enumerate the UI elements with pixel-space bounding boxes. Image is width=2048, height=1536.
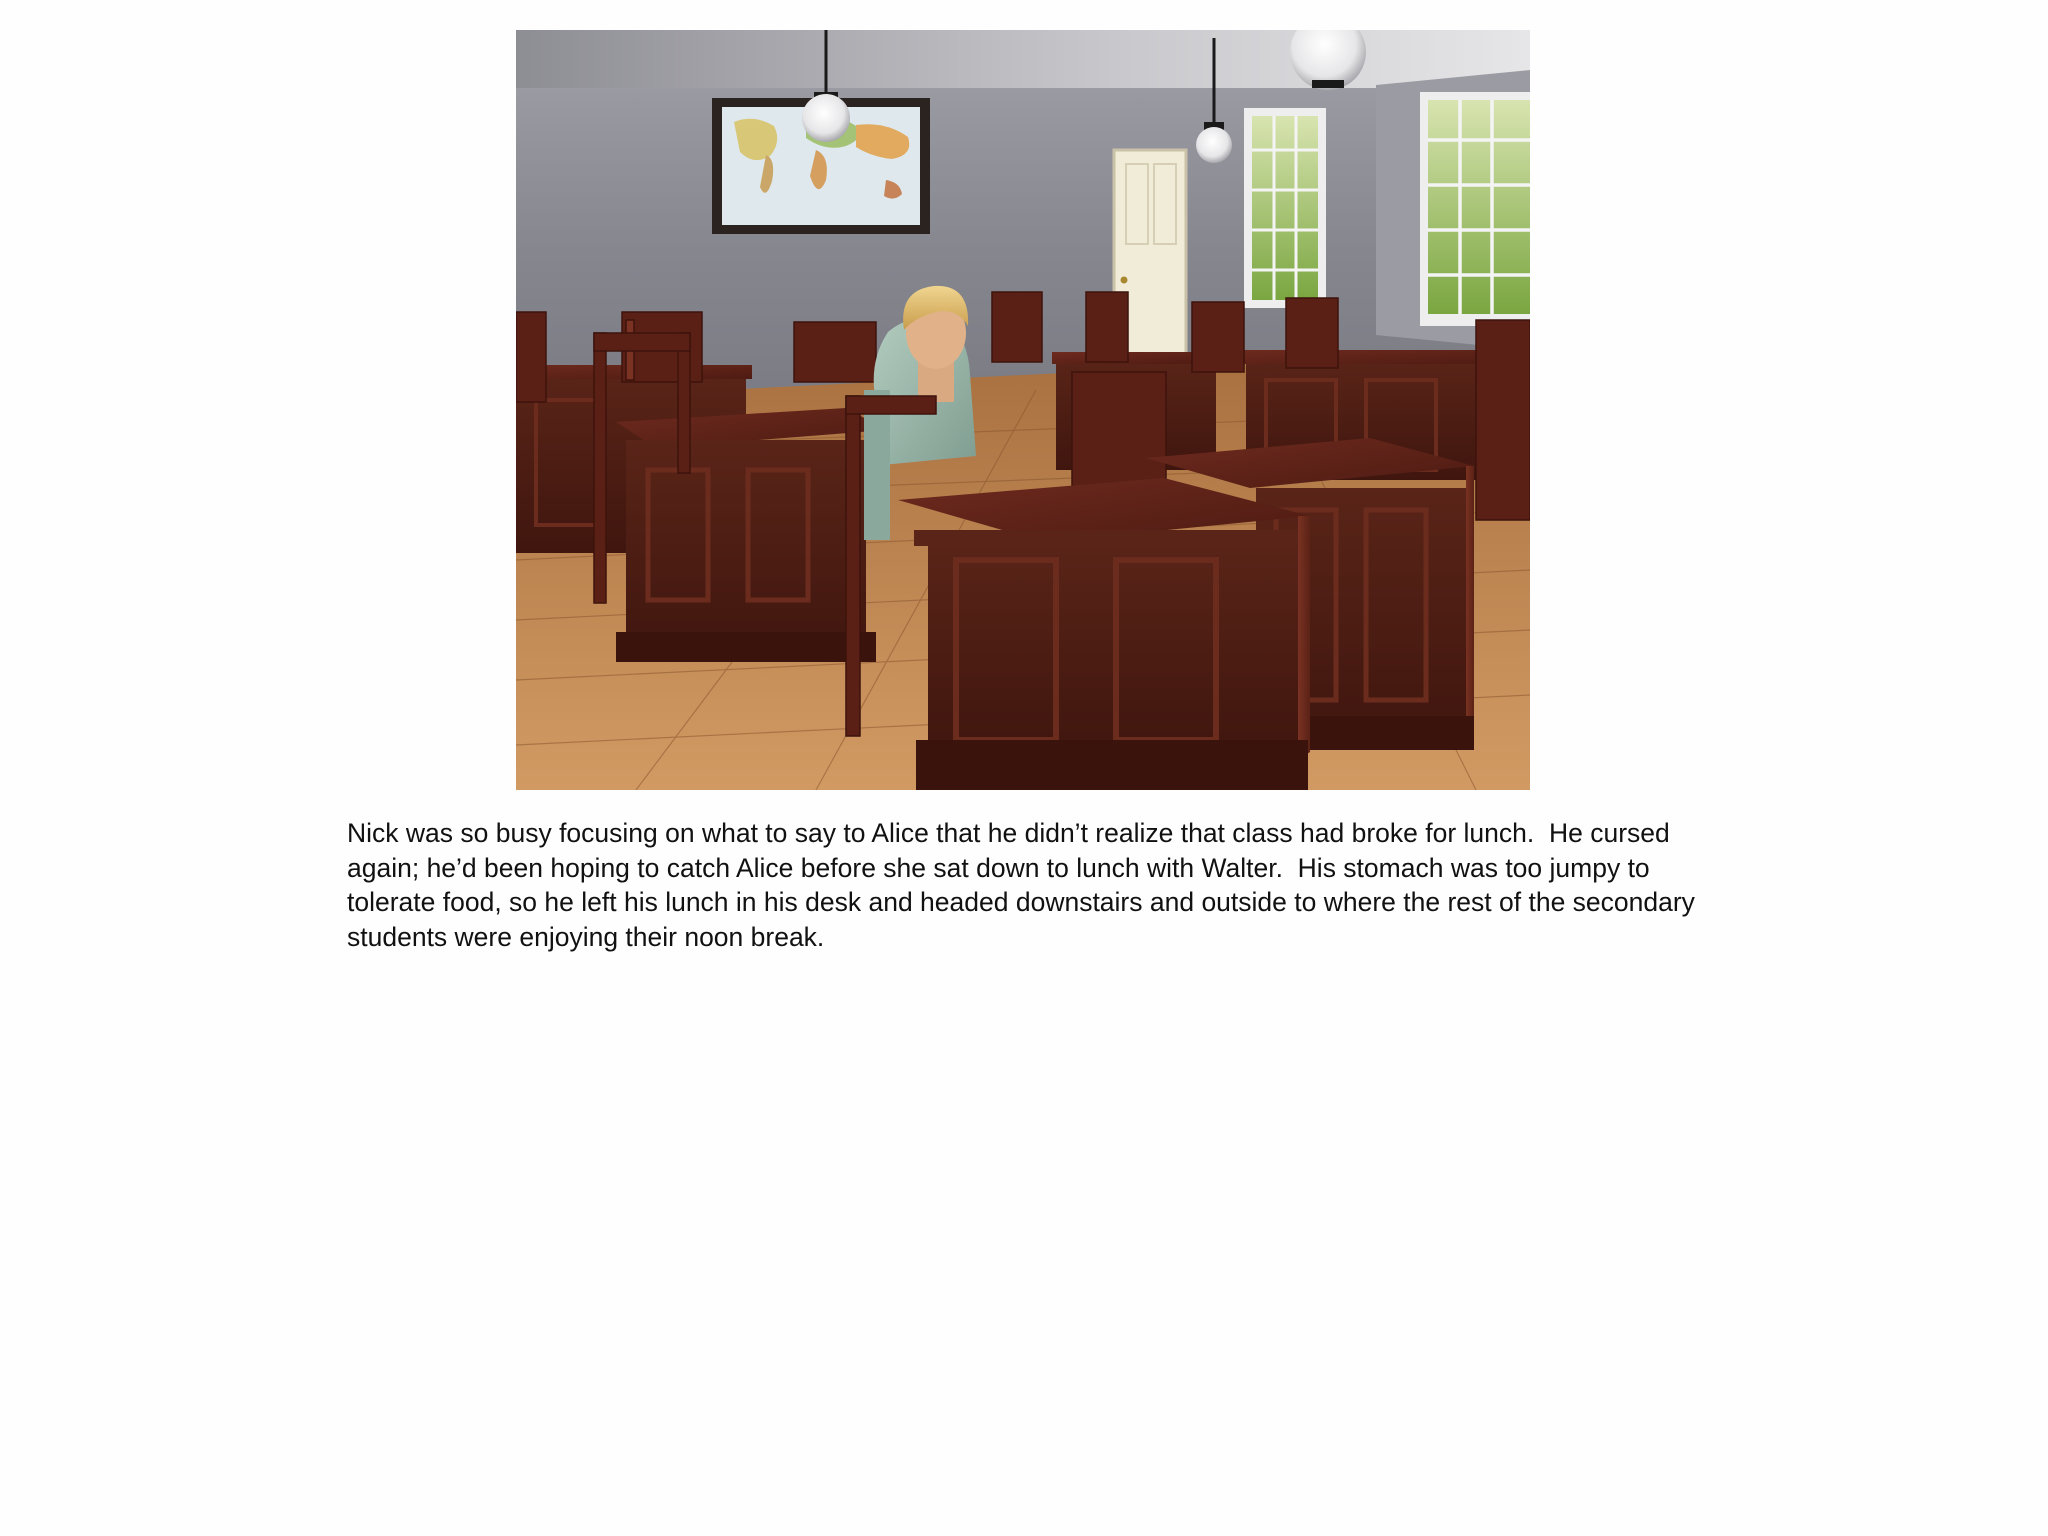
story-paragraph: Nick was so busy focusing on what to say to Alice that he didn’t realize that class had broke for lunch. He cursed again; he’d been hoping to catch Alice before she sat down to lunch with Walter. His stomach was too jumpy to tolerate food, so he left his lunch in his desk and headed downstairs and outside to where the rest of the secondary students were enjoying their noon break. [347,818,1703,952]
classroom-illustration [516,30,1530,790]
